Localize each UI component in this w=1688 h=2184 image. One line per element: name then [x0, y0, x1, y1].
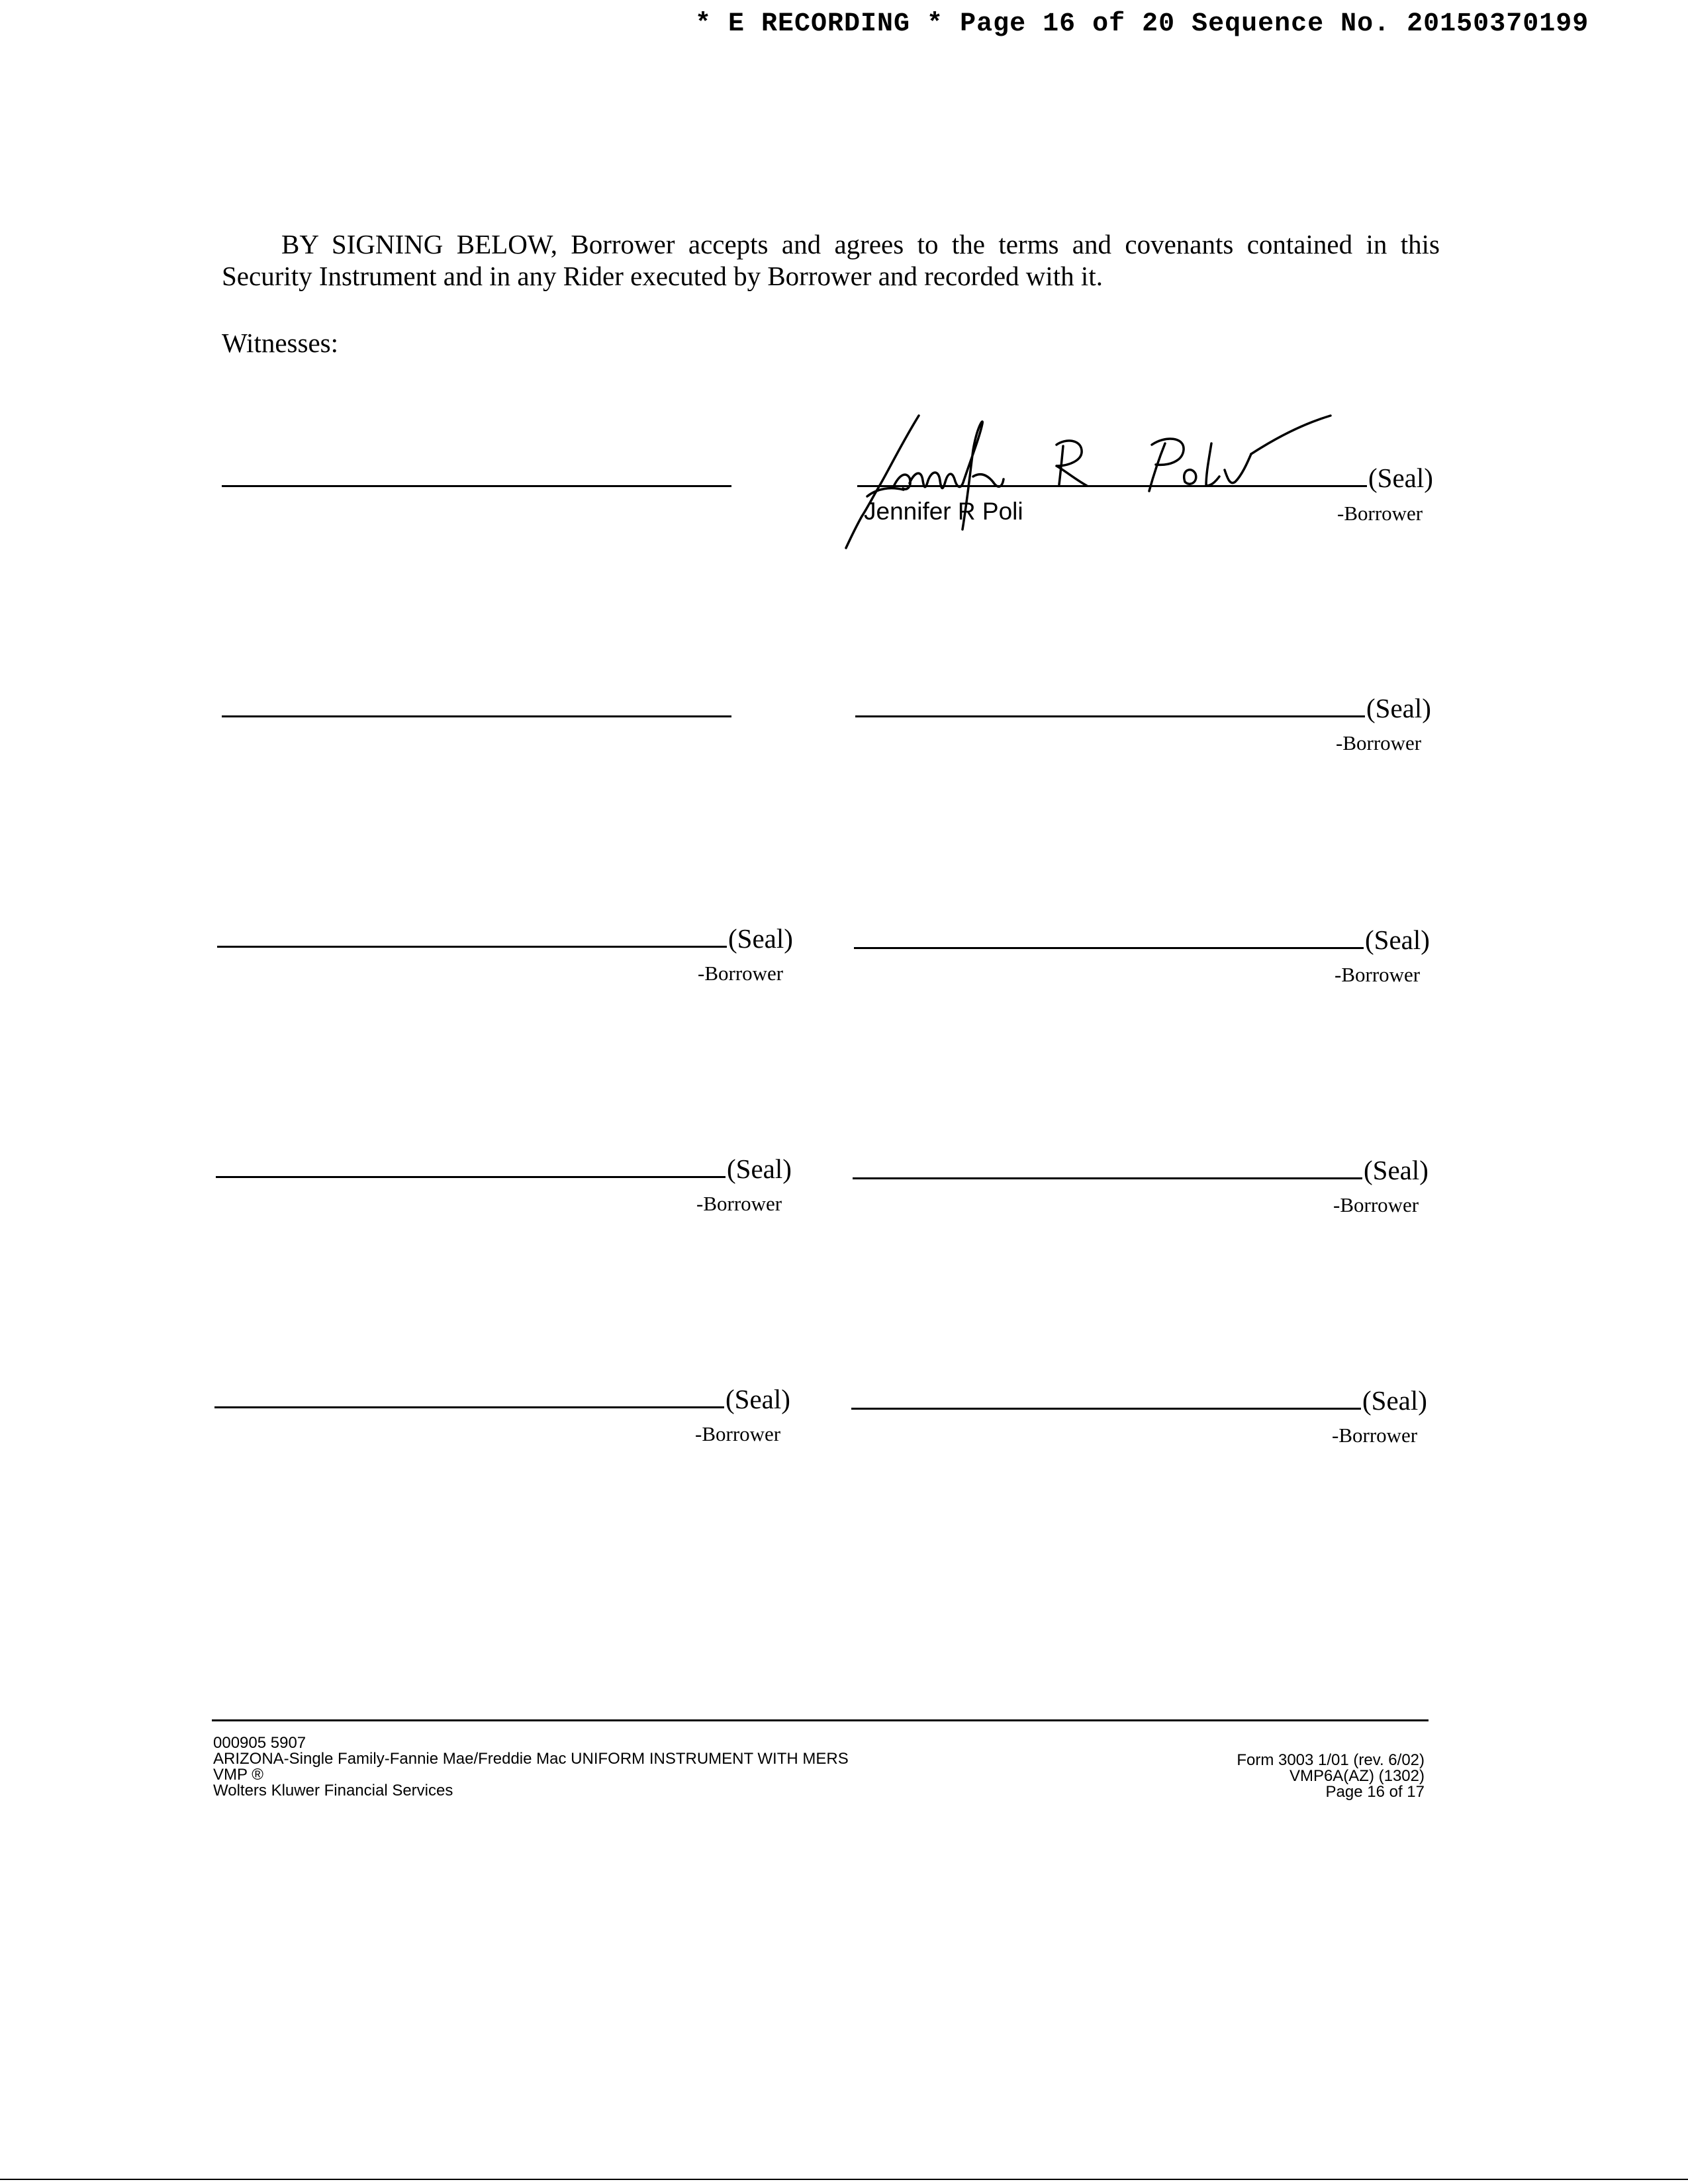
seal-label: (Seal): [728, 923, 793, 954]
seal-label: (Seal): [1362, 1385, 1427, 1416]
recording-header: * E RECORDING * Page 16 of 20 Sequence No. 20150370199: [695, 9, 1589, 39]
borrower-signature-line-8[interactable]: [851, 1408, 1361, 1410]
witness-line-2[interactable]: [222, 715, 731, 717]
footer-left: [213, 1735, 849, 1799]
borrower-role-label: -Borrower: [696, 1192, 782, 1215]
signing-paragraph: [222, 228, 1440, 292]
signing-paragraph-text: BY SIGNING BELOW, Borrower accepts and agrees to the terms and covenants contained in this Security Instrument and in any Rider executed by Borrower and recorded with it.: [222, 229, 1440, 291]
footer-loan-number: 000905 5907: [213, 1734, 306, 1752]
footer-form-code: VMP6A(AZ) (1302): [1289, 1767, 1425, 1785]
signer-typed-name: Jennifer R Poli: [864, 498, 1023, 525]
handwritten-signature: [841, 397, 1344, 556]
borrower-signature-line-7[interactable]: [214, 1406, 724, 1408]
seal-label: (Seal): [726, 1384, 790, 1414]
borrower-role-label: -Borrower: [1332, 1424, 1418, 1447]
borrower-role-label: -Borrower: [698, 962, 784, 985]
borrower-role-label: -Borrower: [1333, 1193, 1419, 1216]
borrower-signature-line-4[interactable]: [854, 947, 1364, 949]
seal-label: (Seal): [1365, 925, 1430, 955]
page-bottom-edge: [0, 2179, 1688, 2180]
borrower-signature-line-6[interactable]: [853, 1177, 1362, 1179]
footer-page-number: Page 16 of 17: [1325, 1783, 1425, 1801]
footer-instrument-title: ARIZONA-Single Family-Fannie Mae/Freddie Mac UNIFORM INSTRUMENT WITH MERS: [213, 1750, 849, 1768]
footer-form-number: Form 3003 1/01 (rev. 6/02): [1237, 1751, 1425, 1769]
seal-label: (Seal): [1368, 463, 1433, 493]
borrower-role-label: -Borrower: [1336, 731, 1422, 754]
footer-publisher: Wolters Kluwer Financial Services: [213, 1782, 453, 1799]
borrower-role-label: -Borrower: [695, 1422, 781, 1445]
witnesses-label: Witnesses:: [222, 328, 338, 358]
seal-label: (Seal): [727, 1154, 792, 1184]
seal-label: (Seal): [1364, 1155, 1429, 1185]
footer-vmp: VMP ®: [213, 1766, 263, 1784]
seal-label: (Seal): [1366, 693, 1431, 723]
borrower-role-label: -Borrower: [1335, 963, 1421, 986]
witness-line-1[interactable]: [222, 485, 731, 487]
footer-divider: [212, 1719, 1429, 1721]
borrower-role-label: -Borrower: [1337, 502, 1423, 525]
borrower-signature-line-2[interactable]: [855, 715, 1365, 717]
borrower-signature-line-3[interactable]: [217, 946, 727, 948]
borrower-signature-line-5[interactable]: [216, 1176, 726, 1178]
footer-right: [1237, 1752, 1425, 1800]
